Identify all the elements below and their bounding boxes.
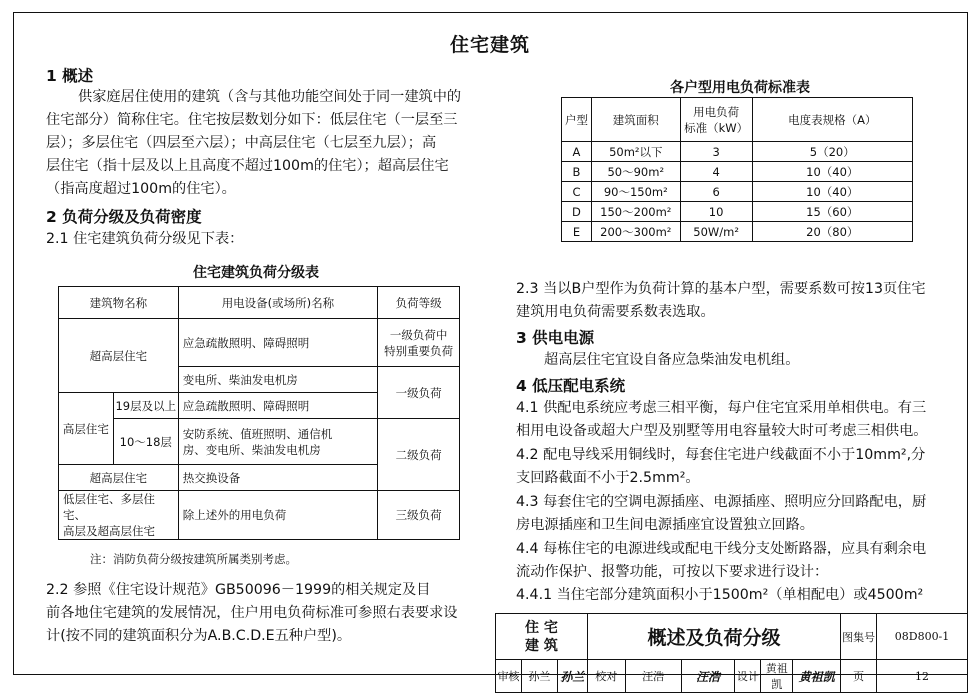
s1-line-2: 住宅部分）简称住宅。住宅按层数划分如下：低层住宅（一层至三 [46,112,458,128]
grade-table-note: 注：消防负荷分级按建筑所属类别考虑。 [90,552,297,566]
grade-header-equipment: 用电设备(或场所)名称 [178,287,377,319]
tb-designer: 黄祖凯 [761,660,793,693]
load-cell-meter: 10（40） [752,162,912,182]
section-4-heading: 4 低压配电系统 [516,377,626,395]
s4-line-6: 房电源插座和卫生间电源插座宜设置独立回路。 [516,517,814,533]
load-header-load-line: 用电负荷 [693,104,740,119]
s1-line-1: 供家庭居住使用的建筑（含与其他功能空间处于同一建筑中的 [78,89,462,105]
s4-line-4: 支回路截面不小于2.5mm²。 [516,470,700,486]
load-cell-area: 50m²以下 [591,142,680,162]
tb-reviewer: 孙兰 [521,660,557,693]
grade-cell-name: 高层住宅 [59,393,114,465]
grade-cell-equipment: 应急疏散照明、障碍照明 [178,393,377,419]
grade-cell-grade: 一级负荷 [378,367,460,419]
s2-3-line-2: 建筑用电负荷需要系数表选取。 [516,304,715,320]
s2-2-line-2: 前各地住宅建筑的发展情况，住户用电负荷标准可参照右表要求设 [46,605,458,621]
load-cell-type: D [562,202,592,222]
load-cell-meter: 15（60） [752,202,912,222]
load-header-meter: 电度表规格（A） [752,98,912,142]
s2-1-text: 2.1 住宅建筑负荷分级见下表： [46,231,244,247]
tb-design-label: 设计 [735,660,761,693]
grade-cell-name [59,491,179,540]
s4-line-8: 流动作保护、报警功能，可按以下要求进行设计： [516,564,829,580]
load-header-load-line: 标准（kW） [684,120,749,135]
page-title: 住宅建筑 [449,34,530,56]
grade-cell-equipment [178,419,377,465]
grade-cell-equipment: 变电所、柴油发电机房 [178,367,377,393]
s4-line-1: 4.1 供配电系统应考虑三相平衡，每户住宅宜采用单相供电。有三 [516,400,927,416]
grade-table-caption: 住宅建筑负荷分级表 [193,265,319,281]
tb-atlas-number: 08D800-1 [877,614,968,660]
load-table-caption: 各户型用电负荷标准表 [670,80,810,96]
grade-cell-name: 超高层住宅 [59,319,179,393]
s4-line-9: 4.4.1 当住宅部分建筑面积小于1500m²（单相配电）或4500m² [516,587,924,603]
load-header-load [680,98,752,142]
load-grade-table [58,286,460,540]
tb-page-number: 12 [877,660,968,693]
grade-cell-equipment-line: 房、变电所、柴油发电机房 [182,442,321,457]
tb-atlas-label: 图集号 [841,614,877,660]
tb-category [496,614,588,660]
section-2-heading: 2 负荷分级及负荷密度 [46,208,202,226]
load-cell-load: 4 [680,162,752,182]
s1-line-5: （指高度超过100m的住宅）。 [46,181,236,197]
tb-page-label: 页 [841,660,877,693]
load-cell-area: 200～300m² [591,222,680,242]
grade-cell-equipment: 应急疏散照明、障碍照明 [178,319,377,367]
load-cell-area: 90～150m² [591,182,680,202]
load-cell-load: 10 [680,202,752,222]
load-cell-type: C [562,182,592,202]
load-cell-area: 50～90m² [591,162,680,182]
tb-category-line: 建 筑 [524,637,558,654]
load-cell-load: 3 [680,142,752,162]
load-cell-meter: 20（80） [752,222,912,242]
load-cell-load: 6 [680,182,752,202]
grade-cell-equipment: 除上述外的用电负荷 [178,491,377,540]
s2-2-line-1: 2.2 参照《住宅设计规范》GB50096－1999的相关规定及目 [46,582,431,598]
tb-drawing-title: 概述及负荷分级 [587,614,840,660]
grade-cell-name-line: 低层住宅、多层住宅、 [63,492,155,522]
title-block [495,613,968,693]
grade-cell-name-line: 高层及超高层住宅 [63,524,155,538]
s4-line-3: 4.2 配电导线采用铜线时，每套住宅进户线截面不小于10mm²,分 [516,447,926,463]
tb-designer-signature: 黄祖凯 [793,660,841,693]
tb-review-label: 审核 [496,660,522,693]
load-cell-type: A [562,142,592,162]
grade-cell-grade-line: 一级负荷中 [389,327,448,342]
grade-header-building: 建筑物名称 [59,287,179,319]
load-header-type: 户型 [562,98,592,142]
load-cell-meter: 10（40） [752,182,912,202]
s2-3-line-1: 2.3 当以B户型作为负荷计算的基本户型，需要系数可按13页住宅 [516,281,926,297]
load-cell-meter: 5（20） [752,142,912,162]
section-1-heading: 1 概述 [46,67,94,85]
grade-header-grade: 负荷等级 [378,287,460,319]
s4-line-7: 4.4 每栋住宅的电源进线或配电干线分支处断路器，应具有剩余电 [516,541,927,557]
grade-cell-equipment-line: 安防系统、值班照明、通信机 [182,426,333,441]
s2-2-line-3: 计(按不同的建筑面积分为A.B.C.D.E五种户型)。 [46,628,352,644]
tb-checker: 汪浩 [625,660,681,693]
load-cell-load: 50W/m² [680,222,752,242]
s4-line-2: 相用电设备或超大户型及别墅等用电容量较大时可考虑三相供电。 [516,423,928,439]
grade-cell-grade: 三级负荷 [378,491,460,540]
load-cell-type: E [562,222,592,242]
household-load-table [561,97,913,242]
s1-line-3: 层）；多层住宅（四层至六层）；中高层住宅（七层至九层）；高 [46,135,437,151]
load-cell-type: B [562,162,592,182]
grade-cell-grade [378,319,460,367]
section-3-heading: 3 供电电源 [516,329,595,347]
load-header-area: 建筑面积 [591,98,680,142]
grade-cell-sub: 10～18层 [113,419,178,465]
grade-cell-sub: 19层及以上 [113,393,178,419]
grade-cell-grade: 二级负荷 [378,419,460,491]
s3-text: 超高层住宅宜设自备应急柴油发电机组。 [544,352,800,368]
tb-reviewer-signature: 孙兰 [557,660,587,693]
s1-line-4: 层住宅（指十层及以上且高度不超过100m的住宅）；超高层住宅 [46,158,449,174]
tb-check-label: 校对 [587,660,625,693]
load-cell-area: 150～200m² [591,202,680,222]
s4-line-5: 4.3 每套住宅的空调电源插座、电源插座、照明应分回路配电，厨 [516,494,927,510]
grade-cell-grade-line: 特别重要负荷 [384,343,454,358]
tb-checker-signature: 汪浩 [681,660,735,693]
grade-cell-equipment: 热交换设备 [178,465,377,491]
grade-cell-name: 超高层住宅 [59,465,179,491]
tb-category-line: 住 宅 [524,619,558,636]
